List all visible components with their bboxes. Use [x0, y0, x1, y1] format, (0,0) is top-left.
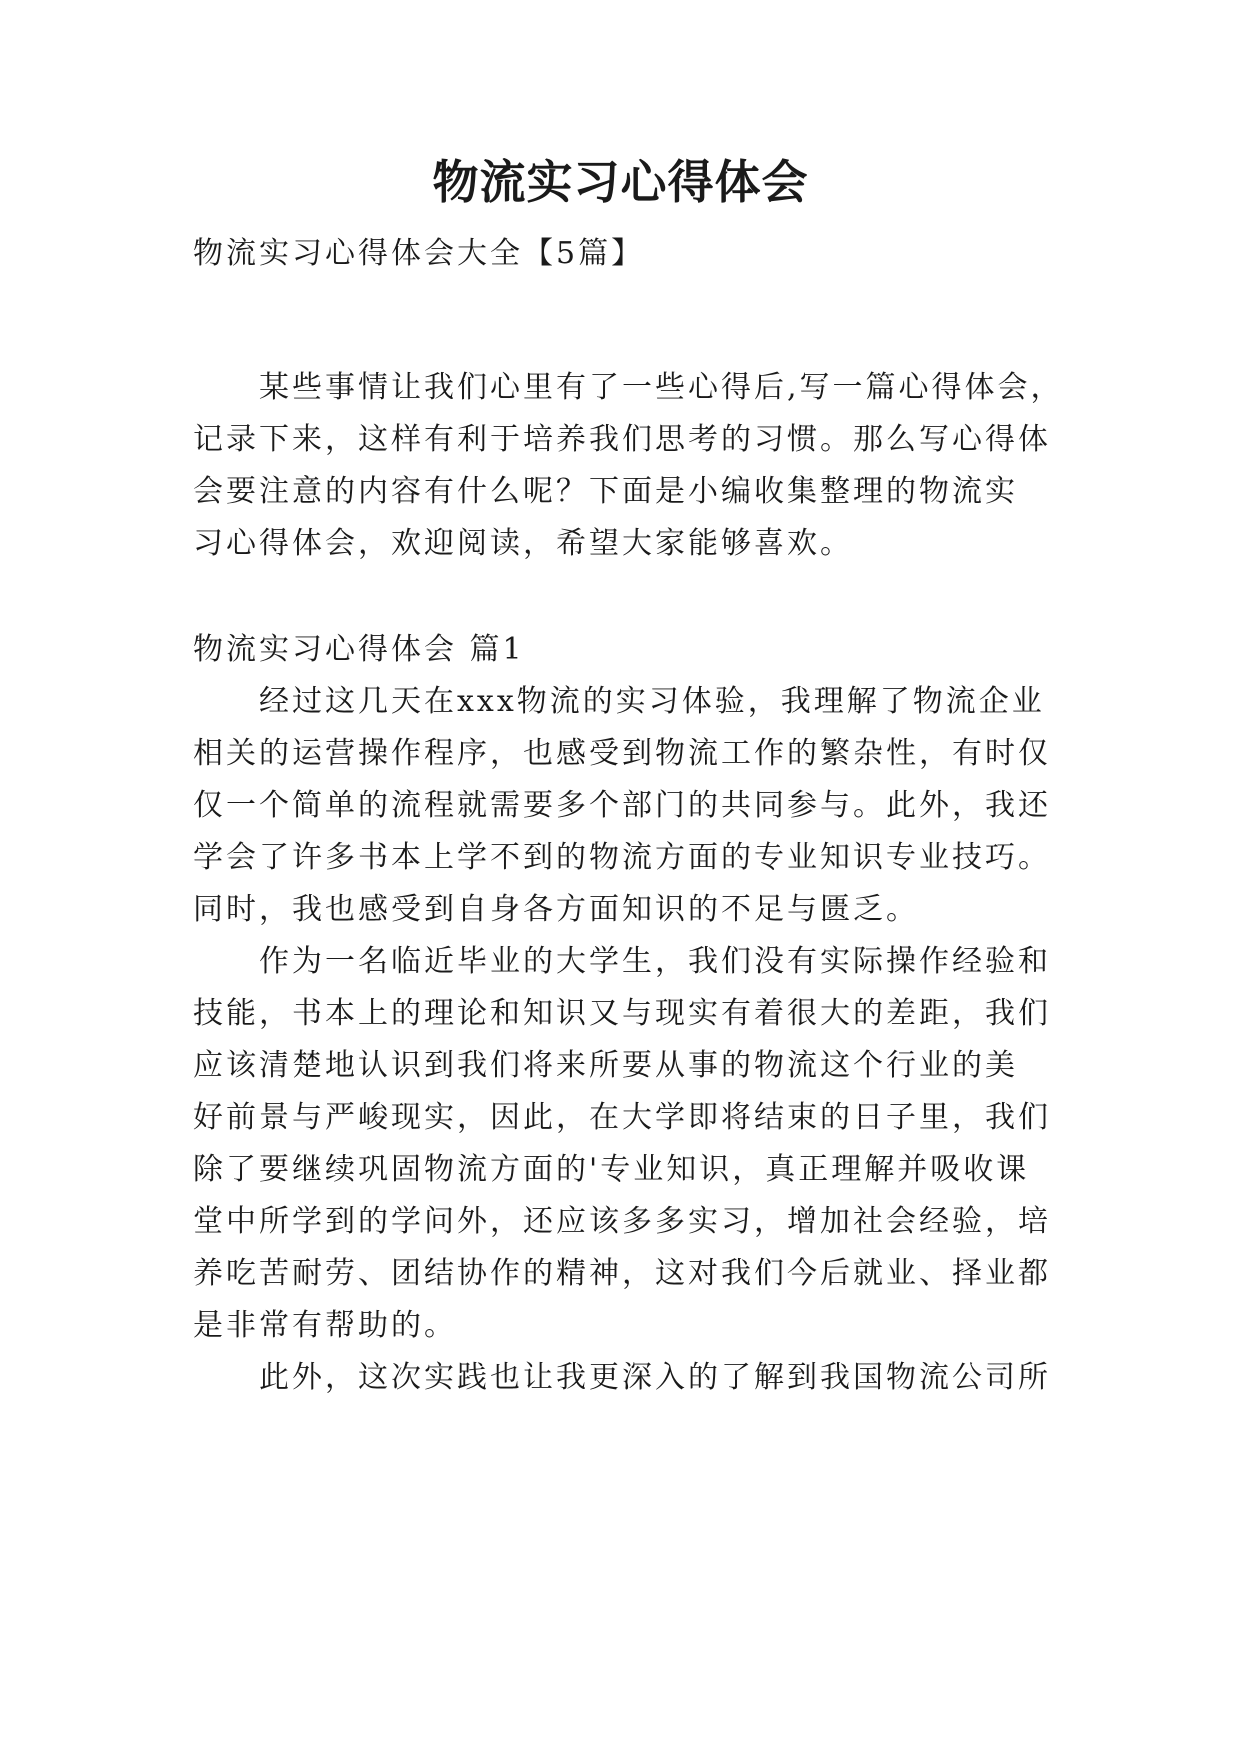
- body-line: 技能，书本上的理论和知识又与现实有着很大的差距，我们: [193, 996, 1051, 1031]
- intro-line: 会要注意的内容有什么呢？下面是小编收集整理的物流实: [193, 474, 1018, 509]
- body-line: 应该清楚地认识到我们将来所要从事的物流这个行业的美: [193, 1048, 1018, 1083]
- body-line: 作为一名临近毕业的大学生，我们没有实际操作经验和: [193, 944, 1051, 979]
- body-line: 相关的运营操作程序，也感受到物流工作的繁杂性，有时仅: [193, 736, 1051, 771]
- body-line: 仅一个简单的流程就需要多个部门的共同参与。此外，我还: [193, 788, 1051, 823]
- intro-line: 某些事情让我们心里有了一些心得后,写一篇心得体会，: [193, 370, 1064, 405]
- body-line: 除了要继续巩固物流方面的'专业知识，真正理解并吸收课: [193, 1152, 1030, 1187]
- body-line: 是非常有帮助的。: [193, 1308, 457, 1343]
- document-title: 物流实习心得体会: [432, 155, 809, 209]
- body-line: 同时，我也感受到自身各方面知识的不足与匮乏。: [193, 892, 919, 927]
- body-line: 经过这几天在xxx物流的实习体验，我理解了物流企业: [193, 684, 1045, 719]
- section-heading: 物流实习心得体会 篇1: [193, 632, 525, 667]
- body-line: 养吃苦耐劳、团结协作的精神，这对我们今后就业、择业都: [193, 1256, 1051, 1291]
- body-line: 此外，这次实践也让我更深入的了解到我国物流公司所: [193, 1360, 1051, 1395]
- body-line: 堂中所学到的学问外，还应该多多实习，增加社会经验，培: [193, 1204, 1051, 1239]
- intro-line: 记录下来，这样有利于培养我们思考的习惯。那么写心得体: [193, 422, 1051, 457]
- body-line: 学会了许多书本上学不到的物流方面的专业知识专业技巧。: [193, 840, 1051, 875]
- intro-line: 习心得体会，欢迎阅读，希望大家能够喜欢。: [193, 526, 853, 561]
- document-subtitle: 物流实习心得体会大全【5篇】: [193, 236, 645, 271]
- body-line: 好前景与严峻现实，因此，在大学即将结束的日子里，我们: [193, 1100, 1051, 1135]
